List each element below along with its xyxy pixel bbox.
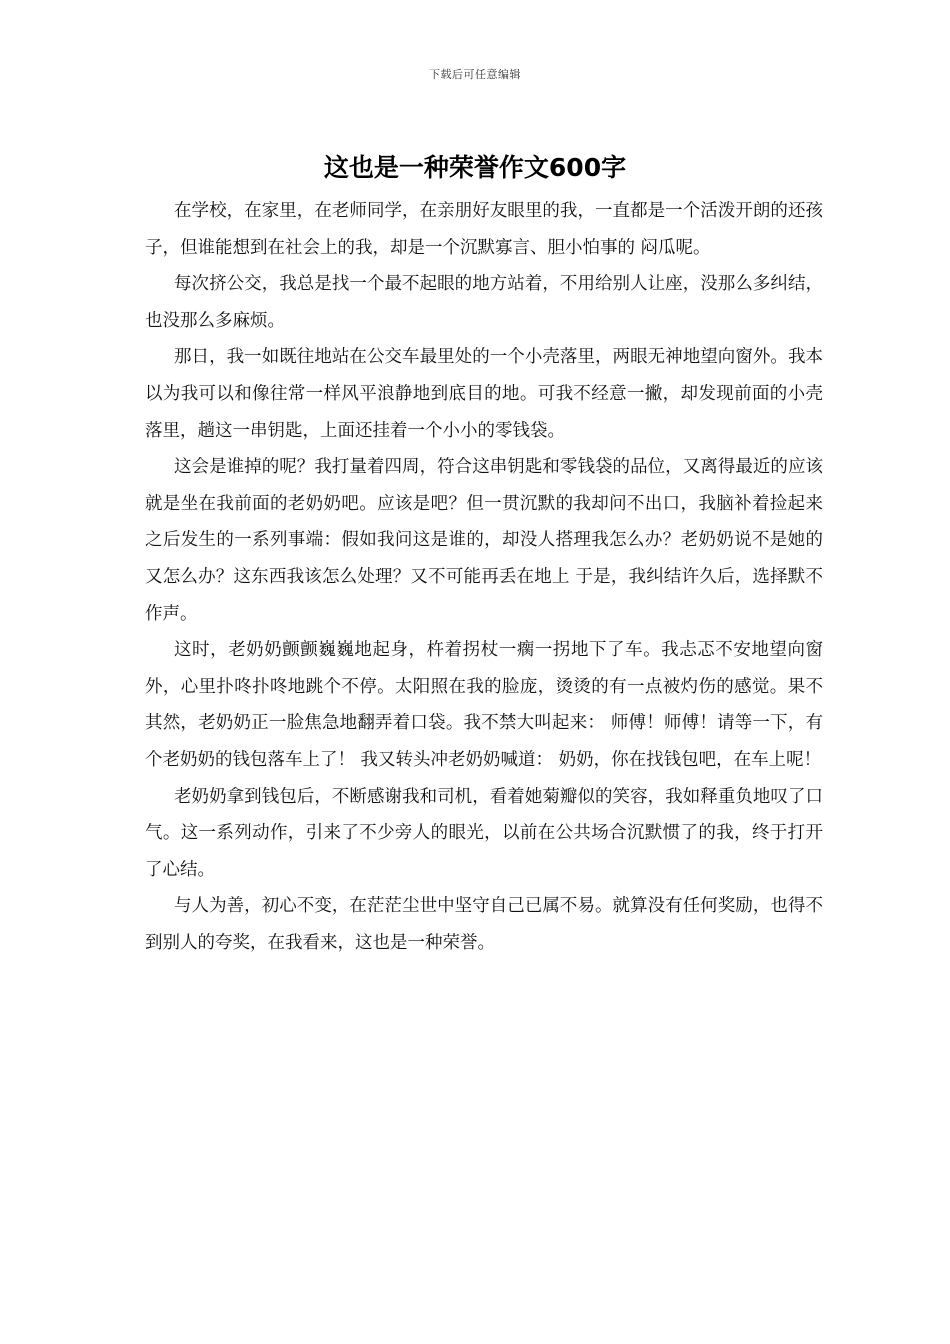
paragraph-1: 在学校，在家里，在老师同学，在亲朋好友眼里的我，一直都是一个活泼开朗的还孩子，但谁能想到在社会上的我，却是一个沉默寡言、胆小怕事的 闷瓜呢。 — [145, 201, 823, 258]
paragraph-7: 与人为善，初心不变，在茫茫尘世中坚守自己已属不易。就算没有任何奖励，也得不到别人的夸奖，在我看来，这也是一种荣誉。 — [145, 896, 823, 953]
paragraph-2: 每次挤公交，我总是找一个最不起眼的地方站着，不用给别人让座，没那么多纠结，也没那么多麻烦。 — [145, 274, 823, 331]
paragraph-5: 这时，老奶奶颤颤巍巍地起身，杵着拐杖一瘸一拐地下了车。我忐忑不安地望向窗外，心里扑咚扑咚地跳个不停。太阳照在我的脸庞，烫烫的有一点被灼伤的感觉。果不其然，老奶奶正一脸焦急地翻弄着口袋。我不禁大叫起来： 师傅！师傅！请等一下，有个老奶奶的钱包落车上了！ 我又转头冲老奶奶喊道： 奶奶，你在找钱包吧，在车上呢！ — [145, 640, 823, 770]
paragraph-4: 这会是谁掉的呢？我打量着四周，符合这串钥匙和零钱袋的品位，又离得最近的应该就是坐在我前面的老奶奶吧。应该是吧？但一贯沉默的我却问不出口，我脑补着捡起来之后发生的一系列事端：假如我问这是谁的，却没人搭理我怎么办？老奶奶说不是她的又怎么办？这东西我该怎么处理？又不可能再丢在地上 于是，我纠结许久后，选择默不作声。 — [145, 457, 823, 624]
page-title: 这也是一种荣誉作文600字 — [323, 153, 627, 182]
paragraph-3: 那日，我一如既往地站在公交车最里处的一个小壳落里，两眼无神地望向窗外。我本以为我可以和像往常一样风平浪静地到底目的地。可我不经意一撇，却发现前面的小壳落里，趟这一串钥匙，上面还挂着一个小小的零钱袋。 — [145, 347, 823, 441]
paragraph-6: 老奶奶拿到钱包后，不断感谢我和司机，看着她菊瓣似的笑容，我如释重负地叹了口气。这一系列动作，引来了不少旁人的眼光，以前在公共场合沉默惯了的我，终于打开了心结。 — [145, 786, 823, 880]
header-note: 下载后可任意编辑 — [429, 68, 521, 81]
article-body — [145, 193, 823, 961]
